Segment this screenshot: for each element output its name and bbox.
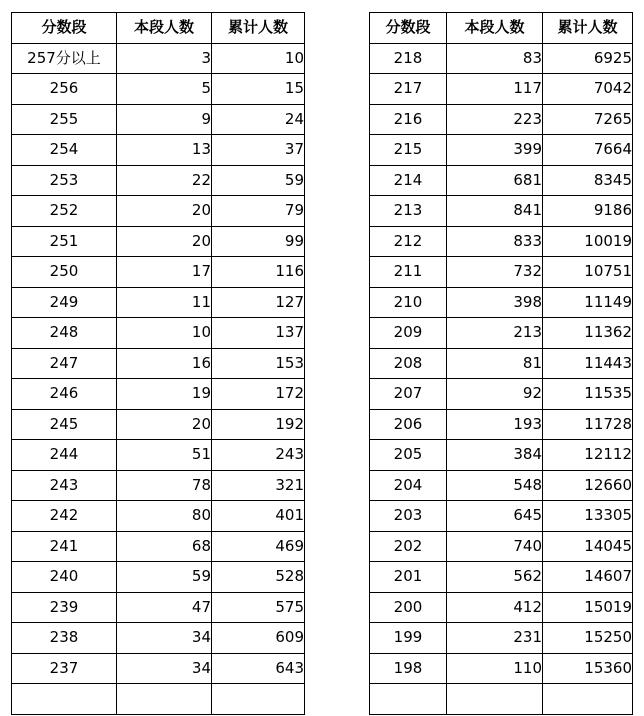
score-cell: 255 [12,104,117,135]
count-cell: 9 [117,104,212,135]
count-cell: 83 [447,43,543,74]
table-row [370,379,633,410]
table-row [370,318,633,349]
table-row [12,318,305,349]
count-cell: 68 [117,531,212,562]
cumulative-cell: 575 [212,592,305,623]
score-cell: 248 [12,318,117,349]
score-cell: 244 [12,440,117,471]
count-cell: 16 [117,348,212,379]
score-cell: 199 [370,623,447,654]
count-cell: 13 [117,135,212,166]
score-cell: 218 [370,43,447,74]
count-cell: 833 [447,226,543,257]
score-cell: 209 [370,318,447,349]
table-row [370,470,633,501]
table-row [370,196,633,227]
cumulative-cell: 7265 [543,104,633,135]
count-cell: 80 [117,501,212,532]
cumulative-cell: 192 [212,409,305,440]
cumulative-cell [543,684,633,715]
table-row [12,409,305,440]
header-count: 本段人数 [447,13,543,44]
count-cell: 740 [447,531,543,562]
score-cell: 215 [370,135,447,166]
count-cell: 10 [117,318,212,349]
table-row [12,135,305,166]
cumulative-cell: 7042 [543,74,633,105]
cumulative-cell: 116 [212,257,305,288]
score-cell: 249 [12,287,117,318]
score-cell: 245 [12,409,117,440]
table-row [12,104,305,135]
count-cell: 78 [117,470,212,501]
table-row [12,470,305,501]
score-cell: 217 [370,74,447,105]
score-cell: 239 [12,592,117,623]
table-row [12,226,305,257]
cumulative-cell: 153 [212,348,305,379]
table-row [370,348,633,379]
score-cell: 202 [370,531,447,562]
count-cell: 5 [117,74,212,105]
header-cumulative: 累计人数 [543,13,633,44]
cumulative-cell: 37 [212,135,305,166]
table-row [370,653,633,684]
score-cell: 257分以上 [12,43,117,74]
table-row [12,165,305,196]
cumulative-cell: 7664 [543,135,633,166]
cumulative-cell: 14607 [543,562,633,593]
score-cell: 213 [370,196,447,227]
count-cell: 384 [447,440,543,471]
cumulative-cell: 321 [212,470,305,501]
header-cumulative: 累计人数 [212,13,305,44]
table-row [370,226,633,257]
score-cell: 252 [12,196,117,227]
count-cell: 213 [447,318,543,349]
cumulative-cell: 13305 [543,501,633,532]
score-cell: 241 [12,531,117,562]
cumulative-cell: 14045 [543,531,633,562]
table-title [0,0,644,5]
table-row [12,623,305,654]
cumulative-cell: 643 [212,653,305,684]
table-row [370,165,633,196]
score-cell: 242 [12,501,117,532]
score-cell: 200 [370,592,447,623]
cumulative-cell: 15250 [543,623,633,654]
cumulative-cell: 79 [212,196,305,227]
count-cell: 841 [447,196,543,227]
score-cell: 253 [12,165,117,196]
table-row [12,592,305,623]
cumulative-cell: 127 [212,287,305,318]
table-row [12,653,305,684]
table-row [370,623,633,654]
table-row [370,43,633,74]
table-row [370,287,633,318]
table-row [12,684,305,715]
cumulative-cell: 10019 [543,226,633,257]
score-cell: 212 [370,226,447,257]
count-cell [117,684,212,715]
cumulative-cell: 24 [212,104,305,135]
cumulative-cell: 11535 [543,379,633,410]
cumulative-cell: 11728 [543,409,633,440]
score-cell: 208 [370,348,447,379]
cumulative-cell [212,684,305,715]
table-row [370,501,633,532]
table-row [370,257,633,288]
score-cell: 206 [370,409,447,440]
count-cell: 47 [117,592,212,623]
count-cell: 34 [117,653,212,684]
table-row [12,379,305,410]
count-cell: 223 [447,104,543,135]
count-cell: 19 [117,379,212,410]
count-cell: 92 [447,379,543,410]
score-cell: 211 [370,257,447,288]
count-cell: 3 [117,43,212,74]
score-cell: 203 [370,501,447,532]
score-cell: 214 [370,165,447,196]
table-row [12,196,305,227]
cumulative-cell: 15360 [543,653,633,684]
score-cell: 207 [370,379,447,410]
table-row [370,592,633,623]
score-cell: 247 [12,348,117,379]
score-cell: 256 [12,74,117,105]
cumulative-cell: 11362 [543,318,633,349]
score-cell: 205 [370,440,447,471]
count-cell: 681 [447,165,543,196]
table-row [370,409,633,440]
count-cell: 231 [447,623,543,654]
count-cell: 110 [447,653,543,684]
score-cell: 237 [12,653,117,684]
score-cell: 254 [12,135,117,166]
cumulative-cell: 8345 [543,165,633,196]
count-cell: 59 [117,562,212,593]
cumulative-cell: 401 [212,501,305,532]
table-row [370,104,633,135]
score-cell: 201 [370,562,447,593]
cumulative-cell: 12112 [543,440,633,471]
cumulative-cell: 10751 [543,257,633,288]
table-row [12,287,305,318]
count-cell: 22 [117,165,212,196]
table-row [370,74,633,105]
count-cell: 399 [447,135,543,166]
count-cell: 398 [447,287,543,318]
count-cell: 34 [117,623,212,654]
cumulative-cell: 172 [212,379,305,410]
cumulative-cell: 528 [212,562,305,593]
cumulative-cell: 11149 [543,287,633,318]
score-table-right [369,12,633,715]
cumulative-cell: 59 [212,165,305,196]
count-cell: 17 [117,257,212,288]
cumulative-cell: 99 [212,226,305,257]
table-row [12,74,305,105]
score-cell: 216 [370,104,447,135]
table-row [370,531,633,562]
count-cell: 193 [447,409,543,440]
cumulative-cell: 15019 [543,592,633,623]
score-cell: 210 [370,287,447,318]
table-row [12,440,305,471]
header-row [370,13,633,44]
score-table-left [11,12,305,715]
cumulative-cell: 9186 [543,196,633,227]
count-cell: 51 [117,440,212,471]
score-cell [370,684,447,715]
cumulative-cell: 243 [212,440,305,471]
right-table-body [370,43,633,714]
table-row [370,562,633,593]
header-row [12,13,305,44]
cumulative-cell: 6925 [543,43,633,74]
score-cell: 198 [370,653,447,684]
table-row [370,440,633,471]
score-cell [12,684,117,715]
score-cell: 240 [12,562,117,593]
score-cell: 251 [12,226,117,257]
table-row [12,257,305,288]
count-cell: 562 [447,562,543,593]
score-cell: 250 [12,257,117,288]
cumulative-cell: 11443 [543,348,633,379]
table-row [12,531,305,562]
score-cell: 246 [12,379,117,410]
score-cell: 204 [370,470,447,501]
header-count: 本段人数 [117,13,212,44]
count-cell: 645 [447,501,543,532]
cumulative-cell: 137 [212,318,305,349]
cumulative-cell: 10 [212,43,305,74]
count-cell: 548 [447,470,543,501]
cumulative-cell: 15 [212,74,305,105]
count-cell: 412 [447,592,543,623]
score-cell: 238 [12,623,117,654]
count-cell: 732 [447,257,543,288]
table-row [12,348,305,379]
count-cell: 20 [117,409,212,440]
count-cell: 20 [117,226,212,257]
table-row [12,501,305,532]
count-cell [447,684,543,715]
table-row [370,684,633,715]
header-score: 分数段 [12,13,117,44]
left-table-body [12,43,305,714]
cumulative-cell: 609 [212,623,305,654]
header-score: 分数段 [370,13,447,44]
table-row [12,562,305,593]
score-cell: 243 [12,470,117,501]
count-cell: 81 [447,348,543,379]
cumulative-cell: 469 [212,531,305,562]
cumulative-cell: 12660 [543,470,633,501]
count-cell: 11 [117,287,212,318]
count-cell: 20 [117,196,212,227]
table-row [12,43,305,74]
table-row [370,135,633,166]
count-cell: 117 [447,74,543,105]
